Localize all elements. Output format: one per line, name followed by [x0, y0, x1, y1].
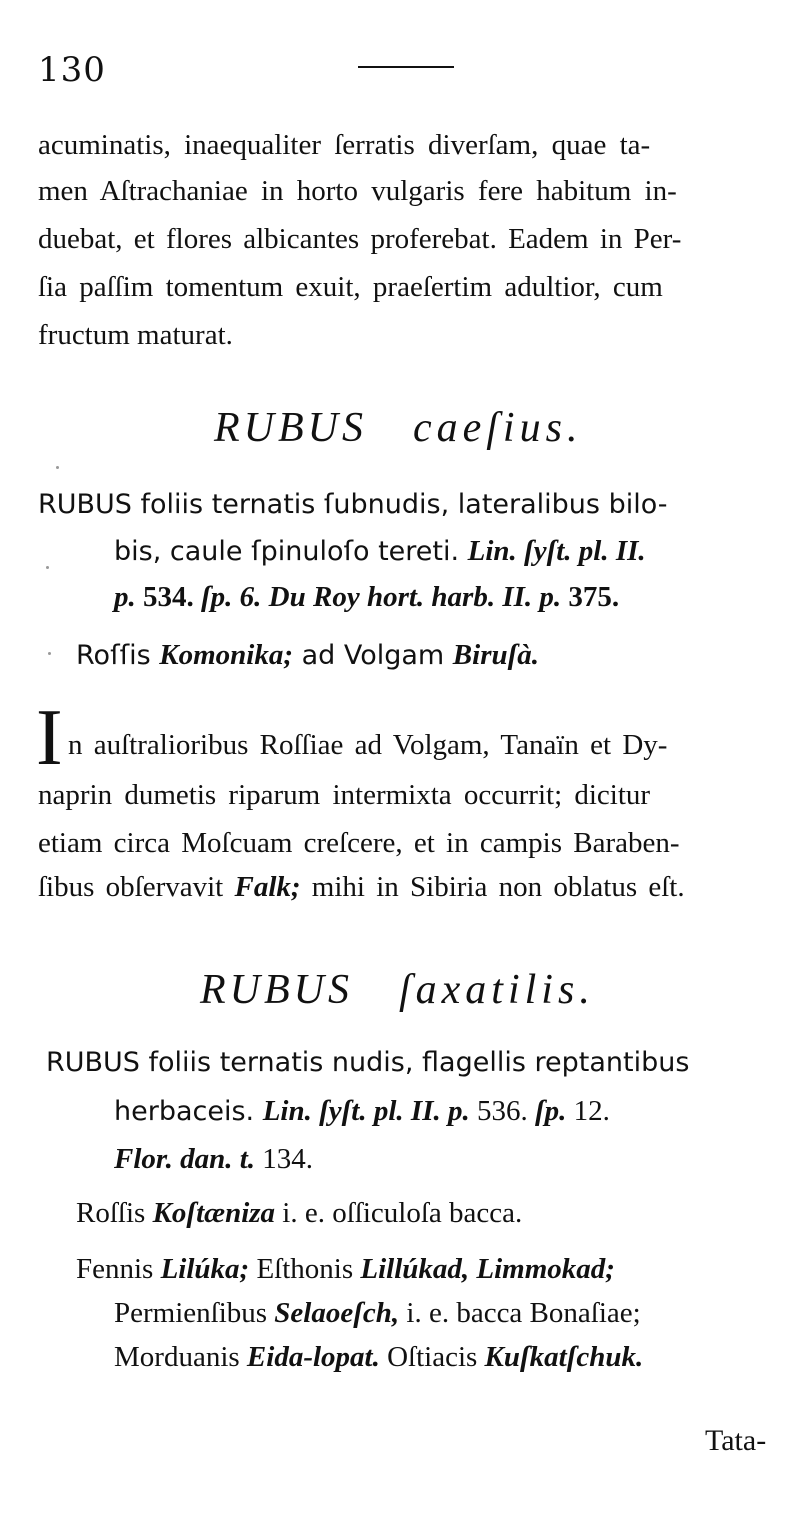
vernacular-line: Roſſis Koſtæniza i. e. oſſiculoſa bacca. — [76, 1197, 523, 1229]
initial-letter: I — [36, 694, 63, 782]
diagnosis-line: RUBUS foliis ternatis ſubnudis, lateralibus bilo- — [38, 489, 668, 520]
section-heading — [200, 966, 595, 1014]
citation: Flor. dan. t. — [114, 1143, 263, 1175]
paragraph-line: ſibus obſervavit Falk; mihi in Sibiria non oblatus eſt. — [38, 871, 685, 903]
vernacular-name: Kuſkatſchuk. — [484, 1341, 644, 1373]
vernacular-line: Roſſis Komonika; ad Volgam Biruſà. — [76, 639, 540, 671]
diagnosis-line: RUBUS foliis ternatis nudis, flagellis reptantibus — [46, 1047, 690, 1078]
vernacular-line: Morduanis Eida-lopat. Oſtiacis Kuſkatſchuk. — [114, 1341, 644, 1373]
vernacular-name: Limmokad; — [469, 1253, 615, 1285]
print-speck — [48, 652, 51, 655]
paragraph-line: fructum maturat. — [38, 319, 233, 351]
paragraph-line: men Aſtrachaniae in horto vulgaris fere habitum in- — [38, 175, 677, 207]
vernacular-name: Biruſà. — [452, 639, 540, 671]
species-name: ſaxatilis. — [398, 967, 595, 1013]
paragraph-line: acuminatis, inaequaliter ſerratis diverſam, quae ta- — [38, 129, 651, 161]
header-rule — [358, 66, 454, 68]
paragraph-line: n auſtralioribus Roſſiae ad Volgam, Tanaïn et Dy- — [68, 729, 668, 761]
genus-name: RUBUS — [200, 967, 353, 1013]
paragraph-line: ſia paſſim tomentum exuit, praeſertim adultior, cum — [38, 271, 663, 303]
citation: Lin. ſyſt. pl. II. p. — [262, 1095, 477, 1127]
page-number: 130 — [38, 50, 106, 90]
vernacular-name: Lillúkad, — [360, 1253, 470, 1285]
diagnosis-line: bis, caule ſpinuloſo tereti. Lin. ſyſt. pl. II. — [114, 535, 646, 567]
paragraph-line: naprin dumetis riparum intermixta occurrit; dicitur — [38, 779, 651, 811]
vernacular-line: Fennis Lilúka; Eſthonis Lillúkad, Limmokad; — [76, 1253, 615, 1285]
diagnosis-line: Flor. dan. t. 134. — [114, 1143, 314, 1175]
print-speck — [56, 466, 59, 469]
section-heading — [214, 404, 582, 452]
vernacular-line: Permienſibus Selaoeſch, i. e. bacca Bonaſiae; — [114, 1297, 641, 1329]
citation: Lin. ſyſt. pl. II. — [467, 535, 646, 567]
vernacular-name: Selaoeſch, — [274, 1297, 400, 1329]
vernacular-name: Koſtæniza — [152, 1197, 276, 1229]
vernacular-name: Eida-lopat. — [246, 1341, 380, 1373]
species-name: caeſius. — [412, 405, 583, 451]
catchword: Tata- — [705, 1424, 767, 1457]
paragraph-line: duebat, et flores albicantes proferebat. Eadem in Per- — [38, 223, 682, 255]
paragraph-line: etiam circa Moſcuam creſcere, et in campis Baraben- — [38, 827, 680, 859]
diagnosis-line: p. 534. ſp. 6. Du Roy hort. harb. II. p. 375. — [114, 581, 620, 613]
author-name: Falk; — [234, 871, 301, 903]
diagnosis-line: herbaceis. Lin. ſyſt. pl. II. p. 536. ſp. 12. — [114, 1095, 610, 1127]
print-speck — [46, 566, 49, 569]
vernacular-name: Lilúka; — [160, 1253, 250, 1285]
vernacular-name: Komonika; — [159, 639, 293, 671]
genus-name: RUBUS — [214, 405, 367, 451]
